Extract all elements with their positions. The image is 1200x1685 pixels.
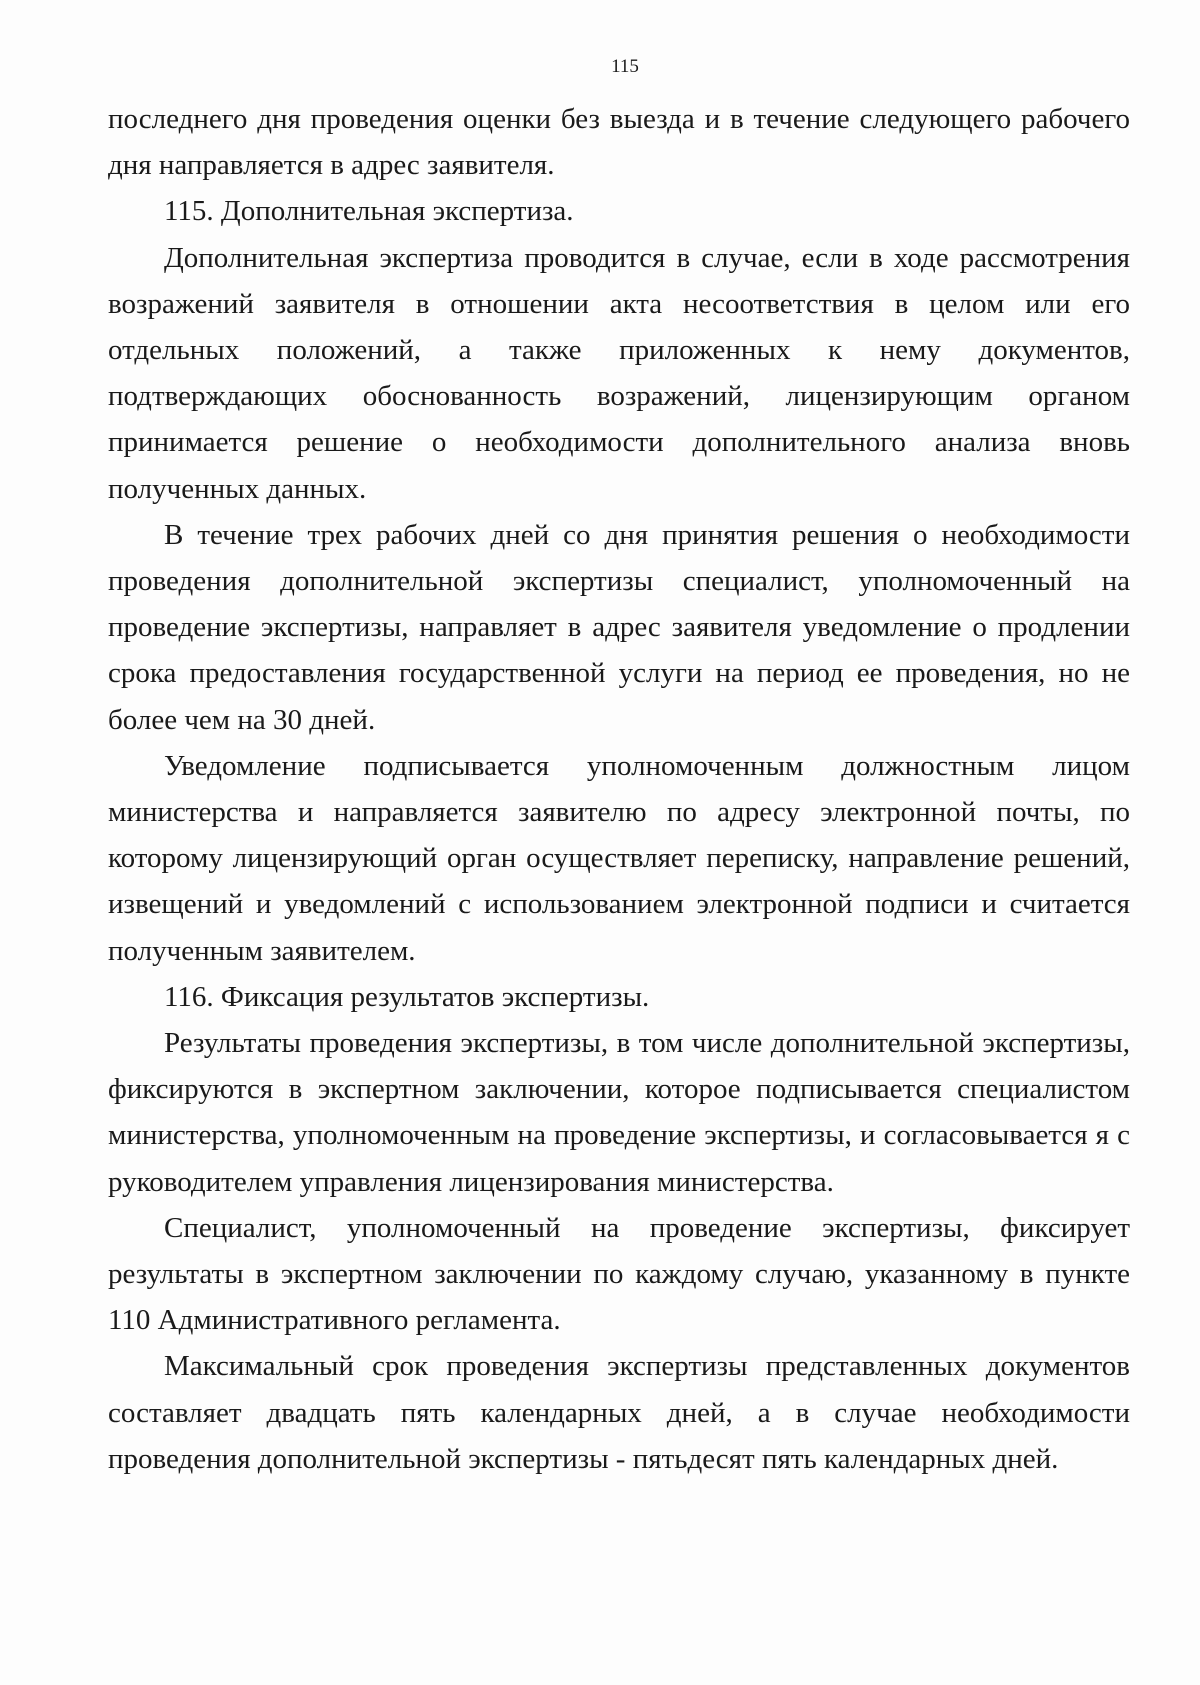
paragraph: Дополнительная экспертиза проводится в случае, если в ходе рассмотрения возражений заявителя в отношении акта несоответствия в целом или его отдельных положений, а также приложенных к нему документов, подтверждающих обоснованность возражений, лицензирующим органом принимается решение о необходимости дополнительного анализа вновь полученных данных.	[108, 241, 1130, 505]
paragraph: Максимальный срок проведения экспертизы представленных документов составляет двадцать пять календарных дней, а в случае необходимости проведения дополнительной экспертизы - пятьдесят пять календарных дней.	[108, 1350, 1130, 1475]
paragraph-continuation: последнего дня проведения оценки без выезда и в течение следующего рабочего дня направляется в адрес заявителя.	[108, 103, 1130, 182]
section-heading-116: 116. Фиксация результатов экспертизы.	[164, 980, 650, 1013]
document-body	[108, 96, 1130, 1482]
page-number: 115	[611, 56, 639, 77]
paragraph: Уведомление подписывается уполномоченным должностным лицом министерства и направляется заявителю по адресу электронной почты, по которому лицензирующий орган осуществляет переписку, направление решений, извещений и уведомлений с использованием электронной подписи и считается полученным заявителем.	[108, 749, 1130, 967]
paragraph: Результаты проведения экспертизы, в том числе дополнительной экспертизы, фиксируются в экспертном заключении, которое подписывается специалистом министерства, уполномоченным на проведение экспертизы, и согласовывается я с руководителем управления лицензирования министерства.	[108, 1027, 1130, 1198]
paragraph: Специалист, уполномоченный на проведение экспертизы, фиксирует результаты в экспертном заключении по каждому случаю, указанному в пункте 110 Административного регламента.	[108, 1211, 1130, 1337]
section-heading-115: 115. Дополнительная экспертиза.	[164, 195, 574, 228]
paragraph: В течение трех рабочих дней со дня принятия решения о необходимости проведения дополнительной экспертизы специалист, уполномоченный на проведение экспертизы, направляет в адрес заявителя уведомление о продлении срока предоставления государственной услуги на период ее проведения, но не более чем на 30 дней.	[108, 518, 1130, 736]
